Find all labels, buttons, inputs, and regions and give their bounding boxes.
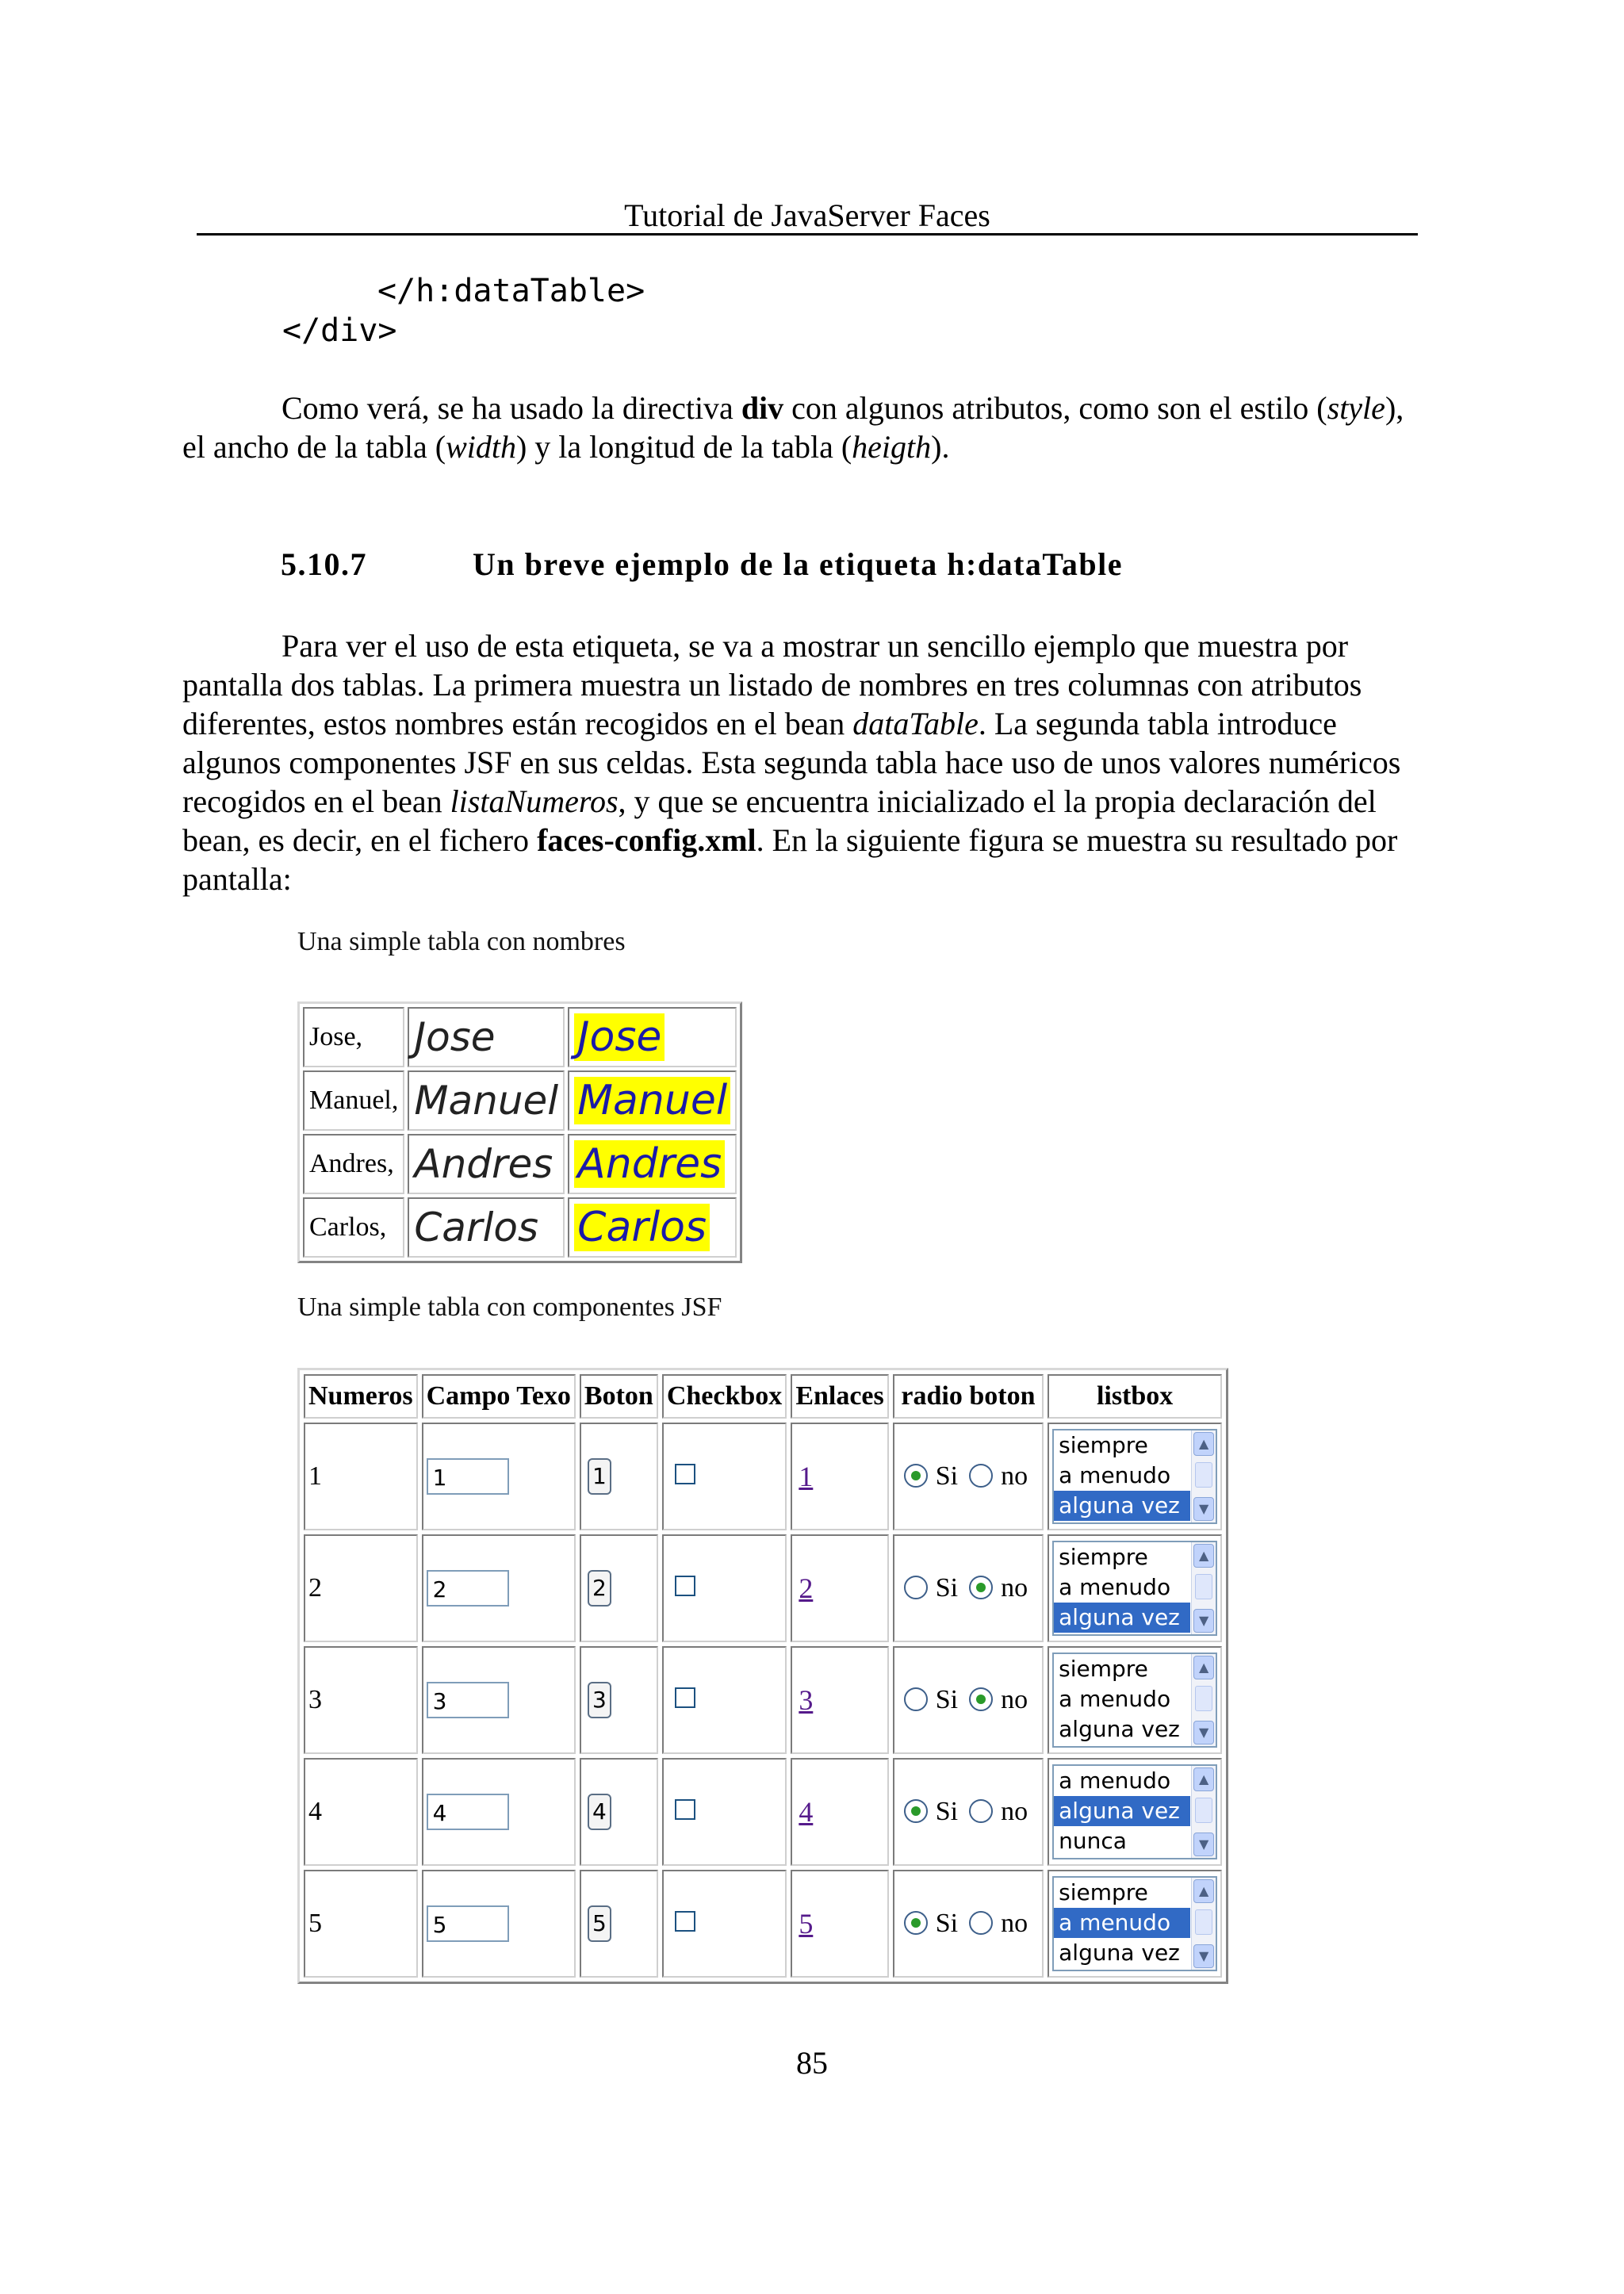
scroll-up-arrow-icon[interactable]: ▲ bbox=[1193, 1879, 1214, 1903]
row-link[interactable]: 2 bbox=[799, 1572, 814, 1604]
caption-components-table: Una simple tabla con componentes JSF bbox=[297, 1293, 722, 1322]
name-plain-cell: Jose, bbox=[303, 1007, 404, 1067]
text: Para ver el uso de esta etiqueta, se va a mostrar un sencillo ejemplo que muestra por pantalla dos tablas. La primera muestra un listado de nombres en tres columnas con atributos diferentes, estos nombres están recogidos en el bean bbox=[182, 628, 1362, 741]
italic-term-style: style bbox=[1327, 390, 1385, 426]
checkbox[interactable] bbox=[675, 1687, 695, 1708]
radio-label-si: Si bbox=[935, 1909, 959, 1938]
text: ). bbox=[931, 429, 950, 465]
text-input[interactable]: 5 bbox=[427, 1905, 509, 1942]
listbox-scrollbar[interactable] bbox=[1191, 1878, 1216, 1970]
radio-label-no: no bbox=[1001, 1797, 1028, 1826]
radio-no[interactable] bbox=[969, 1687, 993, 1711]
names-table bbox=[297, 1001, 742, 1263]
listbox-scrollbar[interactable] bbox=[1191, 1654, 1216, 1746]
name-highlight-cell bbox=[568, 1070, 737, 1131]
running-header: Tutorial de JavaServer Faces bbox=[624, 197, 990, 233]
listbox-option[interactable]: a menudo bbox=[1059, 1574, 1171, 1600]
row-link[interactable]: 4 bbox=[799, 1796, 814, 1828]
radio-cell bbox=[893, 1534, 1044, 1642]
radio-label-no: no bbox=[1001, 1573, 1028, 1603]
radio-label-si: Si bbox=[935, 1461, 959, 1491]
column-header: radio boton bbox=[893, 1374, 1044, 1419]
radio-label-si: Si bbox=[935, 1685, 959, 1714]
scroll-up-arrow-icon[interactable]: ▲ bbox=[1193, 1767, 1214, 1791]
italic-term-heigth: heigth bbox=[852, 429, 932, 465]
text-field-cell bbox=[422, 1870, 576, 1978]
checkbox[interactable] bbox=[675, 1799, 695, 1820]
scroll-thumb[interactable] bbox=[1195, 1462, 1212, 1488]
text: Como verá, se ha usado la directiva bbox=[282, 390, 741, 426]
scroll-thumb[interactable] bbox=[1195, 1909, 1212, 1935]
listbox-option[interactable]: nunca bbox=[1059, 1828, 1127, 1854]
listbox-option[interactable]: a menudo bbox=[1059, 1686, 1171, 1712]
text: con algunos atributos, como son el estilo ( bbox=[783, 390, 1327, 426]
link-cell bbox=[791, 1646, 888, 1754]
link-cell bbox=[791, 1870, 888, 1978]
row-button[interactable]: 4 bbox=[588, 1794, 611, 1830]
row-button[interactable]: 2 bbox=[588, 1570, 611, 1607]
listbox-option[interactable]: alguna vez bbox=[1054, 1796, 1190, 1826]
scroll-down-arrow-icon[interactable]: ▼ bbox=[1193, 1944, 1214, 1968]
listbox-option[interactable]: siempre bbox=[1059, 1544, 1148, 1570]
table-row bbox=[303, 1134, 737, 1194]
listbox-option[interactable]: a menudo bbox=[1059, 1462, 1171, 1488]
radio-no[interactable] bbox=[969, 1799, 993, 1823]
name-italic-cell: Carlos bbox=[408, 1197, 565, 1258]
checkbox-cell bbox=[662, 1870, 787, 1978]
italic-term-datatable: dataTable bbox=[852, 706, 979, 741]
text-input[interactable]: 2 bbox=[427, 1570, 509, 1607]
number-cell: 5 bbox=[304, 1870, 418, 1978]
scroll-thumb[interactable] bbox=[1195, 1798, 1212, 1823]
link-cell bbox=[791, 1534, 888, 1642]
checkbox-cell bbox=[662, 1758, 787, 1866]
listbox-option[interactable]: alguna vez bbox=[1054, 1603, 1190, 1633]
text: . La segunda tabla introduce algunos componentes JSF en sus celdas. Esta segunda tabla hace uso de unos valores numéricos recogidos en el bean bbox=[182, 706, 1401, 819]
radio-label-no: no bbox=[1001, 1685, 1028, 1714]
text-field-cell bbox=[422, 1423, 576, 1530]
listbox-scrollbar[interactable] bbox=[1191, 1430, 1216, 1522]
listbox-cell bbox=[1048, 1758, 1222, 1866]
text-input[interactable]: 3 bbox=[427, 1682, 509, 1718]
table-row bbox=[304, 1758, 1222, 1866]
radio-cell bbox=[893, 1758, 1044, 1866]
table-row bbox=[304, 1423, 1222, 1530]
button-cell bbox=[580, 1870, 658, 1978]
checkbox[interactable] bbox=[675, 1576, 695, 1596]
number-cell: 1 bbox=[304, 1423, 418, 1530]
link-cell bbox=[791, 1758, 888, 1866]
scroll-up-arrow-icon[interactable]: ▲ bbox=[1193, 1432, 1214, 1456]
listbox-cell bbox=[1048, 1646, 1222, 1754]
paragraph-div-attributes bbox=[182, 389, 1415, 466]
radio-si[interactable] bbox=[904, 1687, 928, 1711]
scroll-up-arrow-icon[interactable]: ▲ bbox=[1193, 1544, 1214, 1568]
checkbox[interactable] bbox=[675, 1911, 695, 1932]
radio-label-no: no bbox=[1001, 1909, 1028, 1938]
radio-cell bbox=[893, 1423, 1044, 1530]
column-header: Campo Texo bbox=[422, 1374, 576, 1419]
column-header: Numeros bbox=[304, 1374, 418, 1419]
button-cell bbox=[580, 1646, 658, 1754]
button-cell bbox=[580, 1758, 658, 1866]
section-title: Un breve ejemplo de la etiqueta h:dataTable bbox=[473, 546, 1124, 582]
code-line-close-datatable: </h:dataTable> bbox=[377, 273, 645, 309]
listbox[interactable] bbox=[1052, 1876, 1217, 1971]
column-header: Enlaces bbox=[791, 1374, 888, 1419]
italic-term-width: width bbox=[446, 429, 516, 465]
scroll-down-arrow-icon[interactable]: ▼ bbox=[1193, 1833, 1214, 1856]
number-cell: 2 bbox=[304, 1534, 418, 1642]
checkbox-cell bbox=[662, 1646, 787, 1754]
text-field-cell bbox=[422, 1534, 576, 1642]
caption-names-table: Una simple tabla con nombres bbox=[297, 927, 626, 956]
column-header: Checkbox bbox=[662, 1374, 787, 1419]
listbox-option[interactable]: alguna vez bbox=[1059, 1940, 1180, 1966]
radio-label-si: Si bbox=[935, 1573, 959, 1603]
name-plain-cell: Andres, bbox=[303, 1134, 404, 1194]
radio-no[interactable] bbox=[969, 1576, 993, 1599]
listbox-option[interactable]: a menudo bbox=[1059, 1767, 1171, 1794]
bold-term-faces-config: faces-config.xml bbox=[537, 822, 756, 858]
name-highlight-cell bbox=[568, 1197, 737, 1258]
row-button[interactable]: 5 bbox=[588, 1905, 611, 1942]
text: , y que se encuentra inicializado el la propia declaración del bean, es decir, en el fichero bbox=[182, 783, 1377, 858]
listbox-cell bbox=[1048, 1870, 1222, 1978]
listbox[interactable] bbox=[1052, 1429, 1217, 1524]
radio-cell bbox=[893, 1870, 1044, 1978]
listbox-option[interactable]: alguna vez bbox=[1059, 1716, 1180, 1742]
name-highlight-cell bbox=[568, 1134, 737, 1194]
checkbox[interactable] bbox=[675, 1464, 695, 1484]
radio-si[interactable] bbox=[904, 1911, 928, 1935]
radio-no[interactable] bbox=[969, 1464, 993, 1488]
scroll-down-arrow-icon[interactable]: ▼ bbox=[1193, 1721, 1214, 1744]
listbox-option[interactable]: siempre bbox=[1059, 1432, 1148, 1458]
table-row bbox=[304, 1870, 1222, 1978]
listbox-option[interactable]: a menudo bbox=[1054, 1908, 1190, 1938]
button-cell bbox=[580, 1534, 658, 1642]
table-row bbox=[303, 1070, 737, 1131]
number-cell: 4 bbox=[304, 1758, 418, 1866]
radio-cell bbox=[893, 1646, 1044, 1754]
row-button[interactable]: 3 bbox=[588, 1682, 611, 1718]
listbox-cell bbox=[1048, 1423, 1222, 1530]
listbox-option[interactable]: siempre bbox=[1059, 1879, 1148, 1905]
link-cell bbox=[791, 1423, 888, 1530]
name-highlight-text: Jose bbox=[574, 1013, 665, 1061]
text-input[interactable]: 4 bbox=[427, 1794, 509, 1830]
scroll-thumb[interactable] bbox=[1195, 1574, 1212, 1599]
table-row bbox=[304, 1534, 1222, 1642]
radio-no[interactable] bbox=[969, 1911, 993, 1935]
row-link[interactable]: 5 bbox=[799, 1908, 814, 1940]
text: ) y la longitud de la tabla ( bbox=[515, 429, 852, 465]
listbox-scrollbar[interactable] bbox=[1191, 1766, 1216, 1858]
screenshot-figure bbox=[278, 916, 1308, 2002]
button-cell bbox=[580, 1423, 658, 1530]
paragraph-example-description bbox=[182, 626, 1415, 898]
text: . En la siguiente figura se muestra su resultado por pantalla: bbox=[182, 822, 1398, 897]
name-plain-cell: Manuel, bbox=[303, 1070, 404, 1131]
page-number: 85 bbox=[796, 2045, 828, 2081]
name-highlight-text: Carlos bbox=[574, 1204, 710, 1251]
checkbox-cell bbox=[662, 1534, 787, 1642]
radio-si[interactable] bbox=[904, 1576, 928, 1599]
scroll-up-arrow-icon[interactable]: ▲ bbox=[1193, 1656, 1214, 1679]
scroll-thumb[interactable] bbox=[1195, 1686, 1212, 1711]
listbox[interactable] bbox=[1052, 1764, 1217, 1859]
listbox[interactable] bbox=[1052, 1541, 1217, 1636]
table-row bbox=[303, 1007, 737, 1067]
row-button[interactable]: 1 bbox=[588, 1458, 611, 1495]
name-italic-cell: Andres bbox=[408, 1134, 565, 1194]
column-header: Boton bbox=[580, 1374, 658, 1419]
header-rule bbox=[197, 233, 1418, 236]
radio-si[interactable] bbox=[904, 1799, 928, 1823]
text-field-cell bbox=[422, 1646, 576, 1754]
row-link[interactable]: 1 bbox=[799, 1461, 814, 1492]
row-link[interactable]: 3 bbox=[799, 1684, 814, 1716]
bold-term-div: div bbox=[741, 390, 784, 426]
listbox[interactable] bbox=[1052, 1653, 1217, 1748]
table-row bbox=[304, 1646, 1222, 1754]
name-italic-cell: Manuel bbox=[408, 1070, 565, 1131]
number-cell: 3 bbox=[304, 1646, 418, 1754]
code-line-close-div: </div> bbox=[282, 312, 397, 349]
listbox-cell bbox=[1048, 1534, 1222, 1642]
text: ), el ancho de la tabla ( bbox=[182, 390, 1404, 465]
text-field-cell bbox=[422, 1758, 576, 1866]
column-header: listbox bbox=[1048, 1374, 1222, 1419]
name-highlight-text: Manuel bbox=[574, 1077, 730, 1124]
italic-term-listanumeros: listaNumeros bbox=[450, 783, 619, 819]
components-table bbox=[297, 1368, 1228, 1984]
listbox-option[interactable]: siempre bbox=[1059, 1656, 1148, 1682]
listbox-option[interactable]: alguna vez bbox=[1054, 1491, 1190, 1521]
scroll-down-arrow-icon[interactable]: ▼ bbox=[1193, 1497, 1214, 1521]
text-input[interactable]: 1 bbox=[427, 1458, 509, 1495]
name-highlight-cell bbox=[568, 1007, 737, 1067]
listbox-scrollbar[interactable] bbox=[1191, 1542, 1216, 1634]
section-number: 5.10.7 bbox=[281, 546, 367, 582]
name-highlight-text: Andres bbox=[574, 1140, 725, 1188]
scroll-down-arrow-icon[interactable]: ▼ bbox=[1193, 1609, 1214, 1633]
name-italic-cell: Jose bbox=[408, 1007, 565, 1067]
table-row bbox=[303, 1197, 737, 1258]
radio-si[interactable] bbox=[904, 1464, 928, 1488]
radio-label-no: no bbox=[1001, 1461, 1028, 1491]
name-plain-cell: Carlos, bbox=[303, 1197, 404, 1258]
section-heading bbox=[281, 546, 1123, 583]
checkbox-cell bbox=[662, 1423, 787, 1530]
radio-label-si: Si bbox=[935, 1797, 959, 1826]
